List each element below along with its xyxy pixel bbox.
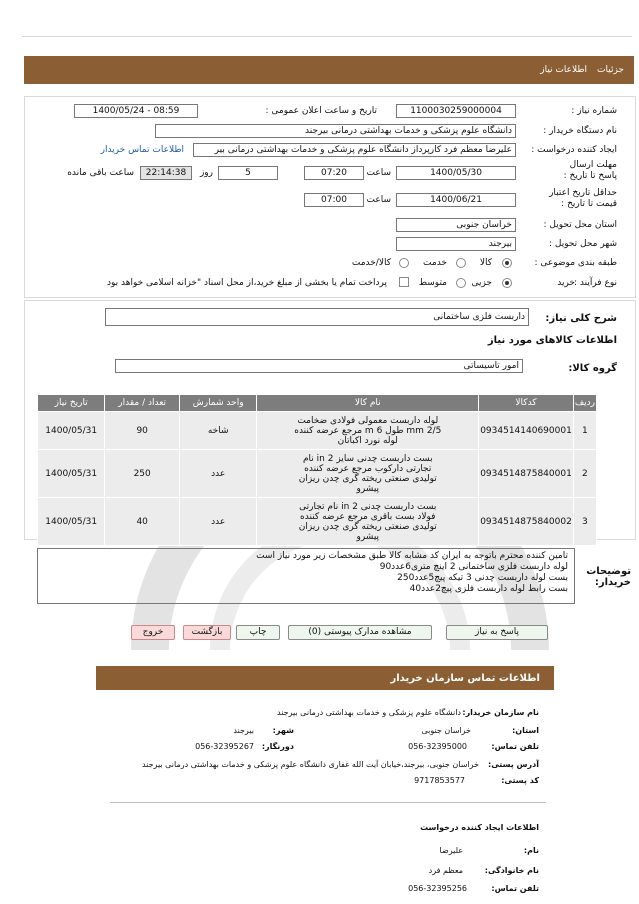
buyer-label: نام دستگاه خریدار : — [543, 126, 617, 136]
validity-label: حداقل تاریخ اعتبار قیمت تا تاریخ : — [549, 188, 617, 209]
phone-value: 056-32395000 — [408, 742, 467, 751]
payment-note: پرداخت تمام یا بخشی از مبلغ خرید،از محل اسناد "خزانه اسلامی خواهد بود — [106, 278, 387, 288]
category-goods-radio[interactable] — [502, 258, 512, 268]
col-row-header: ردیف — [573, 395, 596, 412]
notes-label: توضیحات خریدار: — [586, 566, 631, 588]
notes-line: تامین کننده محترم باتوجه به ایران کد مشابه کالا طبق مشخصات زیر مورد نیاز است — [256, 551, 568, 561]
validity-date-field: 1400/06/21 — [396, 193, 516, 207]
city-contact-label: شهر: — [272, 726, 294, 735]
province-contact-label: استان: — [512, 726, 539, 735]
goods-table — [37, 394, 597, 546]
deadline-time-field: 07:20 — [304, 166, 364, 180]
remaining-days-field: 5 — [218, 166, 278, 180]
col-unit-header: واحد شمارش — [179, 395, 256, 412]
table-row — [38, 450, 597, 498]
title-bar — [24, 56, 634, 84]
process-medium-label: متوسط — [418, 278, 447, 288]
exit-button[interactable]: خروج — [131, 625, 175, 640]
table-row — [38, 412, 597, 450]
item-name: بست داربست چدنی سایز 2 in نام تجارتی داركوب مرجع عرضه کننده تولیدی صنعتی ریخته گری چدن ریزان پیشرو — [257, 450, 479, 498]
item-code: 0934514875840001 — [479, 450, 574, 498]
item-name: بست داربست چدنی 2 in نام تجارتی فولاد بست باقری مرجع عرضه کننده تولیدی صنعتی ریخته گری چدن ریزان پیشرو — [257, 498, 479, 546]
process-partial-label: جزیی — [471, 278, 492, 288]
goods-title: اطلاعات کالاهای مورد نیاز — [487, 335, 617, 346]
item-unit: شاخه — [179, 412, 256, 450]
tab-details[interactable]: جزئیات — [597, 65, 624, 75]
need-number-label: شماره نیاز : — [571, 106, 617, 116]
phone-label: تلفن تماس: — [491, 742, 539, 751]
days-label: روز — [199, 168, 213, 178]
province-field: خراسان جنوبی — [396, 218, 516, 232]
org-value: دانشگاه علوم پزشکی و خدمات بهداشتی درمانی بیرجند — [277, 708, 461, 717]
buyer-contact-link[interactable]: اطلاعات تماس خریدار — [100, 145, 184, 155]
reply-button[interactable]: پاسخ به نیاز — [446, 625, 548, 640]
item-unit: عدد — [179, 450, 256, 498]
contact-title: اطلاعات تماس سازمان خریدار — [390, 672, 540, 684]
col-code-header: کدکالا — [479, 395, 574, 412]
item-unit: عدد — [179, 498, 256, 546]
category-label: طبقه بندی موضوعی : — [534, 258, 617, 268]
fax-value: 056-32395267 — [195, 742, 254, 751]
org-label: نام سازمان خریدار: — [462, 708, 539, 717]
process-label: نوع فرآیند : — [574, 278, 617, 288]
creator-phone-value: 056-32395256 — [408, 884, 467, 893]
creator-title: اطلاعات ایجاد کننده درخواست — [420, 823, 539, 832]
buyer-field: دانشگاه علوم پزشکی و خدمات بهداشتی درمانی بیرجند — [155, 124, 516, 138]
deadline-time-label: ساعت — [366, 168, 391, 178]
print-button[interactable]: چاپ — [236, 625, 280, 640]
category-both-label: کالا/خدمت — [351, 258, 391, 268]
notes-line: بست رابط لوله داربست فلزی پیچ2عدد40 — [409, 584, 568, 594]
col-qty-header: تعداد / مقدار — [105, 395, 180, 412]
group-field: امور تاسیساتی — [115, 359, 523, 373]
col-name-header: نام کالا — [257, 395, 479, 412]
process-partial-radio[interactable] — [502, 278, 512, 288]
item-code: 0934514140690001 — [479, 412, 574, 450]
contact-header — [96, 666, 554, 690]
announce-label: تاریخ و ساعت اعلان عمومی : — [265, 106, 377, 116]
postal-label: کد پستی: — [501, 776, 539, 785]
creator-label: ایجاد کننده درخواست : — [531, 145, 617, 155]
family-value: معظم فرد — [428, 866, 463, 875]
contact-divider — [110, 802, 546, 803]
item-qty: 250 — [105, 450, 180, 498]
creator-field: علیرضا معظم فرد کارپرداز دانشگاه علوم پزشکی و خدمات بهداشتی درمانی بیر — [193, 143, 516, 157]
attached-docs-button[interactable]: مشاهده مدارک پیوستی (0) — [288, 625, 432, 640]
row-number: 1 — [573, 412, 596, 450]
remaining-time-field: 22:14:38 — [140, 166, 192, 180]
city-label: شهر محل تحویل : — [548, 239, 617, 249]
item-date: 1400/05/31 — [38, 412, 105, 450]
remaining-label: ساعت باقی مانده — [67, 168, 134, 178]
col-date-header: تاریخ نیاز — [38, 395, 105, 412]
notes-box — [37, 548, 575, 604]
item-name: لوله داربست معمولی فولادی ضخامت 2/5 mm طول 6 m مرجع عرضه کننده لوله نورد اکباتان — [257, 412, 479, 450]
top-divider — [22, 36, 632, 37]
name-value: علیرضا — [439, 846, 463, 855]
category-goods-label: کالا — [479, 258, 492, 268]
summary-label: شرح کلی نیاز: — [545, 313, 617, 324]
need-number-field: 1100030259000004 — [396, 104, 516, 118]
notes-line: بست لوله داربست چدنی 3 تیکه پیچ5عدد250 — [397, 573, 568, 583]
tab-need-info[interactable]: اطلاعات نیاز — [540, 65, 588, 75]
family-label: نام خانوادگی: — [484, 866, 539, 875]
category-service-radio[interactable] — [456, 258, 466, 268]
creator-phone-label: تلفن تماس: — [491, 884, 539, 893]
process-medium-radio[interactable] — [456, 278, 466, 288]
table-row — [38, 498, 597, 546]
fax-label: دورنگار: — [261, 742, 294, 751]
back-button[interactable]: بازگشت — [183, 625, 231, 640]
row-number: 3 — [573, 498, 596, 546]
category-service-label: خدمت — [423, 258, 447, 268]
address-label: آدرس پستی: — [488, 760, 539, 769]
payment-checkbox[interactable] — [399, 277, 409, 287]
category-both-radio[interactable] — [399, 258, 409, 268]
announce-field: 1400/05/24 - 08:59 — [74, 104, 198, 118]
group-label: گروه کالا: — [568, 363, 617, 374]
postal-value: 9717853577 — [414, 776, 465, 785]
deadline-date-field: 1400/05/30 — [396, 166, 516, 180]
item-date: 1400/05/31 — [38, 498, 105, 546]
item-qty: 40 — [105, 498, 180, 546]
province-label: استان محل تحویل : — [543, 220, 617, 230]
process-buy-label: خرید — [557, 278, 575, 288]
city-contact-value: بیرجند — [233, 726, 254, 735]
item-code: 0934514875840002 — [479, 498, 574, 546]
item-date: 1400/05/31 — [38, 450, 105, 498]
name-label: نام: — [523, 846, 539, 855]
notes-line: لوله داربست فلزی ساختمانی 2 اینچ متری6عدد90 — [379, 562, 568, 572]
summary-field: داربست فلزی ساختمانی — [105, 308, 529, 326]
validity-time-field: 07:00 — [304, 193, 364, 207]
deadline-label: مهلت ارسال پاسخ تا تاریخ : — [563, 160, 617, 181]
province-contact-value: خراسان جنوبی — [421, 726, 471, 735]
item-qty: 90 — [105, 412, 180, 450]
validity-time-label: ساعت — [366, 195, 391, 205]
city-field: بیرجند — [396, 237, 516, 251]
row-number: 2 — [573, 450, 596, 498]
address-value: خراسان جنوبی، بیرجند،خیابان آیت الله غفاری دانشگاه علوم پزشکی و خدمات بهداشتی درمانی بیرجند — [141, 760, 479, 769]
